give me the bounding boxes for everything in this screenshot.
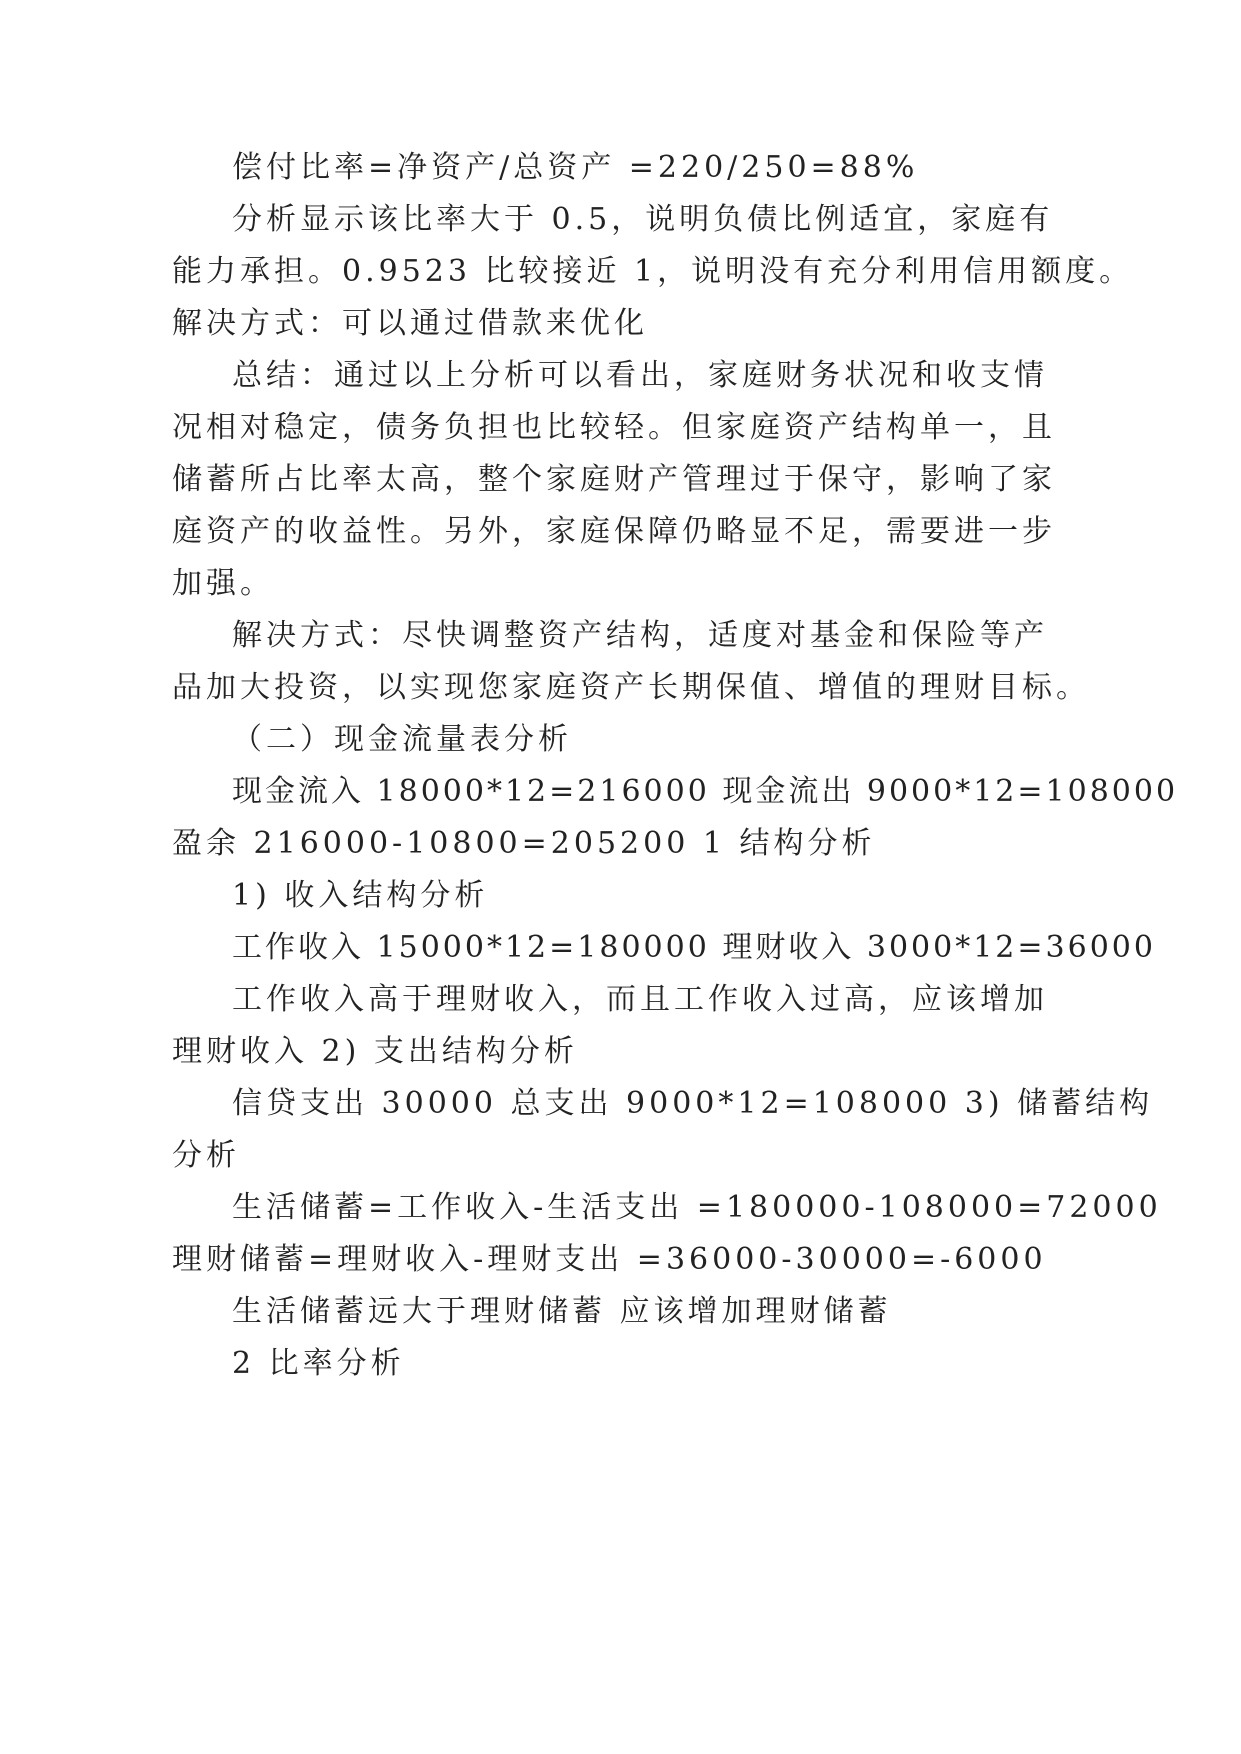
text-line: 品加大投资，以实现您家庭资产长期保值、增值的理财目标。: [172, 670, 1090, 705]
text-line: 能力承担。0.9523 比较接近 1，说明没有充分利用信用额度。: [172, 254, 1134, 289]
text-line: 1) 收入结构分析: [232, 878, 489, 913]
text-line: 理财储蓄=理财收入-理财支出 =36000-30000=-6000: [172, 1242, 1047, 1277]
text-line: 工作收入 15000*12=180000 理财收入 3000*12=36000: [232, 930, 1156, 965]
text-line: 生活储蓄远大于理财储蓄 应该增加理财储蓄: [232, 1294, 892, 1329]
text-line: 分析显示该比率大于 0.5，说明负债比例适宜，家庭有: [232, 202, 1054, 237]
text-line: 加强。: [172, 566, 274, 601]
text-line: 盈余 216000-10800=205200 1 结构分析: [172, 826, 876, 861]
text-line: 信贷支出 30000 总支出 9000*12=108000 3) 储蓄结构: [232, 1086, 1154, 1121]
text-line: 解决方式：可以通过借款来优化: [172, 306, 648, 341]
section-heading: （二）现金流量表分析: [232, 722, 572, 757]
text-line: 2 比率分析: [232, 1346, 405, 1381]
text-line: 生活储蓄=工作收入-生活支出 =180000-108000=72000: [232, 1190, 1162, 1225]
text-line: 庭资产的收益性。另外，家庭保障仍略显不足，需要进一步: [172, 514, 1056, 549]
text-line: 工作收入高于理财收入，而且工作收入过高，应该增加: [232, 982, 1048, 1017]
text-line: 现金流入 18000*12=216000 现金流出 9000*12=108000: [232, 774, 1179, 809]
text-line: 解决方式：尽快调整资产结构，适度对基金和保险等产: [232, 618, 1048, 653]
text-line: 况相对稳定，债务负担也比较轻。但家庭资产结构单一，且: [172, 410, 1056, 445]
text-line: 分析: [172, 1138, 240, 1173]
text-line: 储蓄所占比率太高，整个家庭财产管理过于保守，影响了家: [172, 462, 1056, 497]
text-line: 总结：通过以上分析可以看出，家庭财务状况和收支情: [232, 358, 1048, 393]
text-line: 理财收入 2) 支出结构分析: [172, 1034, 578, 1069]
text-line: 偿付比率=净资产/总资产 =220/250=88%: [232, 150, 919, 185]
